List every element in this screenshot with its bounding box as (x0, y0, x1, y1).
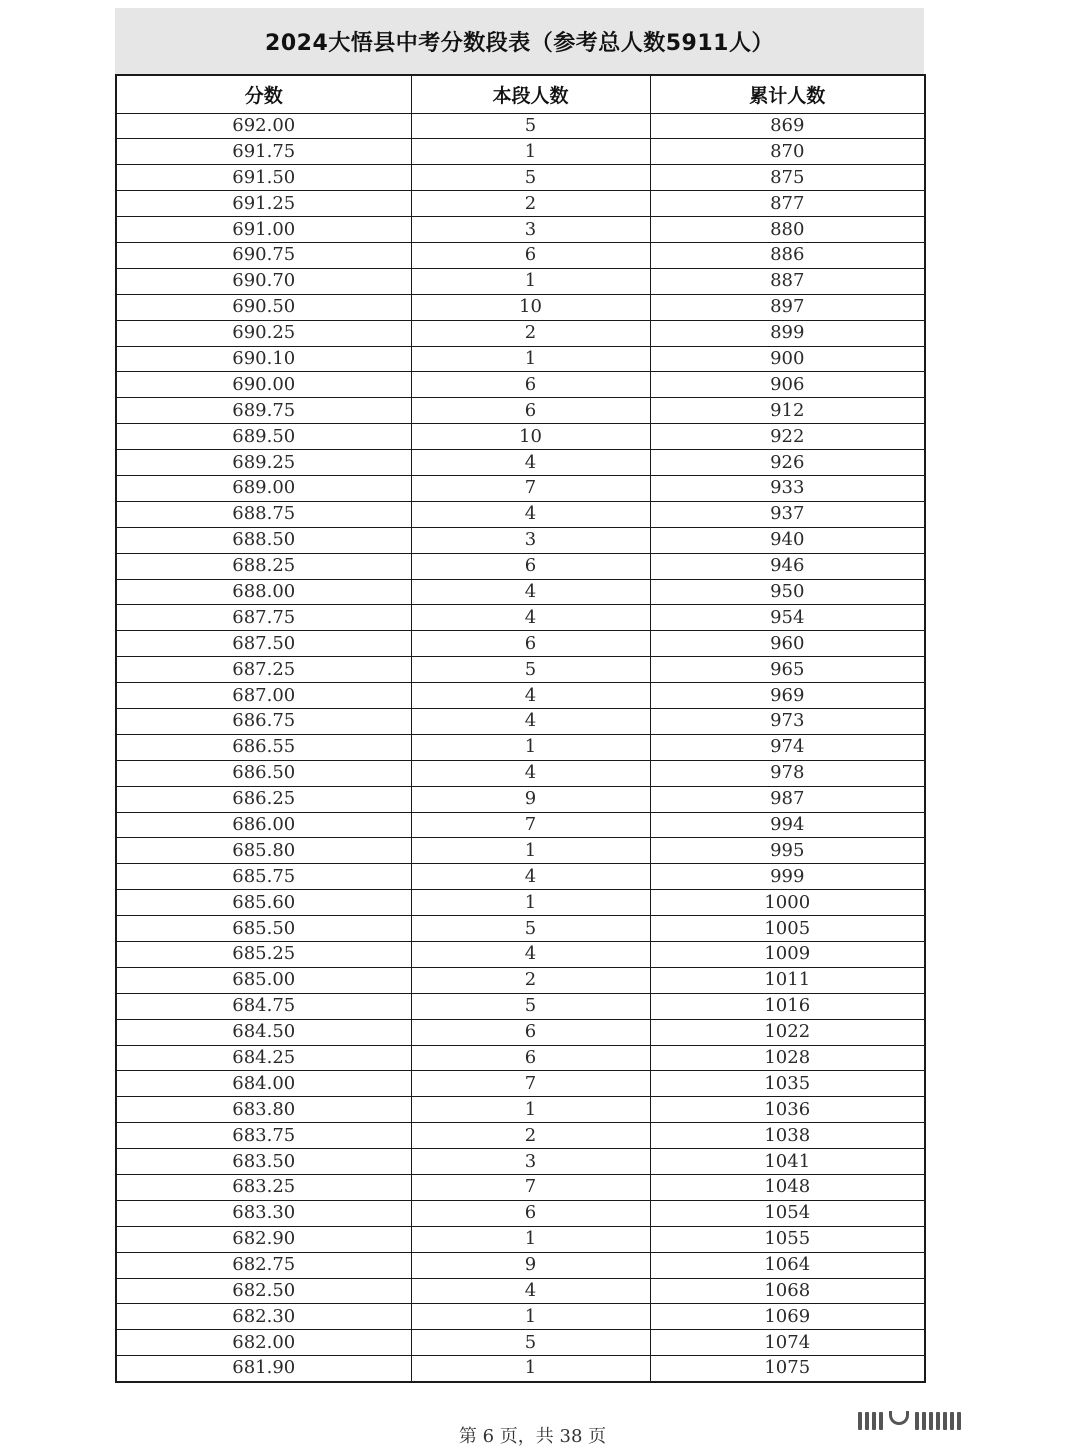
cell-cumulative-count: 1016 (650, 993, 925, 1019)
cell-cumulative-count: 900 (650, 346, 925, 372)
cell-segment-count: 1 (411, 1226, 650, 1252)
cell-segment-count: 5 (411, 113, 650, 139)
cell-score: 688.75 (116, 501, 411, 527)
table-row (116, 398, 925, 424)
cell-cumulative-count: 899 (650, 320, 925, 346)
cell-score: 682.50 (116, 1278, 411, 1304)
cell-segment-count: 6 (411, 372, 650, 398)
cell-score: 683.80 (116, 1097, 411, 1123)
cell-segment-count: 6 (411, 1019, 650, 1045)
cell-cumulative-count: 870 (650, 139, 925, 165)
cell-score: 691.25 (116, 191, 411, 217)
cell-cumulative-count: 999 (650, 864, 925, 890)
cell-score: 685.25 (116, 942, 411, 968)
cell-score: 690.00 (116, 372, 411, 398)
table-row (116, 242, 925, 268)
cell-cumulative-count: 974 (650, 734, 925, 760)
cell-segment-count: 6 (411, 553, 650, 579)
table-body (116, 113, 925, 1382)
table-row (116, 424, 925, 450)
cell-score: 685.60 (116, 890, 411, 916)
cell-score: 690.75 (116, 242, 411, 268)
cell-cumulative-count: 877 (650, 191, 925, 217)
cell-score: 683.75 (116, 1123, 411, 1149)
table-row (116, 657, 925, 683)
table-row (116, 942, 925, 968)
table-row (116, 1045, 925, 1071)
table-row (116, 450, 925, 476)
table-row (116, 734, 925, 760)
cell-cumulative-count: 978 (650, 760, 925, 786)
table-row (116, 1123, 925, 1149)
table-row (116, 1330, 925, 1356)
cell-segment-count: 1 (411, 734, 650, 760)
table-row (116, 838, 925, 864)
header-cumulative-count: 累计人数 (650, 75, 925, 113)
cell-segment-count: 2 (411, 967, 650, 993)
table-title: 2024大悟县中考分数段表（参考总人数5911人） (115, 8, 924, 74)
cell-segment-count: 10 (411, 294, 650, 320)
table-row (116, 1226, 925, 1252)
cell-score: 685.75 (116, 864, 411, 890)
cell-cumulative-count: 1064 (650, 1252, 925, 1278)
cell-segment-count: 5 (411, 1330, 650, 1356)
table-row (116, 786, 925, 812)
cell-cumulative-count: 926 (650, 450, 925, 476)
cell-cumulative-count: 954 (650, 605, 925, 631)
cell-cumulative-count: 1069 (650, 1304, 925, 1330)
table-row (116, 1071, 925, 1097)
cell-score: 690.25 (116, 320, 411, 346)
cell-cumulative-count: 960 (650, 631, 925, 657)
table-row (116, 1278, 925, 1304)
table-row (116, 631, 925, 657)
cell-segment-count: 5 (411, 165, 650, 191)
cell-segment-count: 7 (411, 1175, 650, 1201)
cell-score: 686.50 (116, 760, 411, 786)
table-row (116, 527, 925, 553)
cell-segment-count: 1 (411, 268, 650, 294)
cell-score: 684.50 (116, 1019, 411, 1045)
table-row (116, 967, 925, 993)
cell-cumulative-count: 897 (650, 294, 925, 320)
cell-cumulative-count: 1054 (650, 1200, 925, 1226)
table-row (116, 579, 925, 605)
cell-cumulative-count: 933 (650, 475, 925, 501)
table-row (116, 1019, 925, 1045)
cell-segment-count: 2 (411, 191, 650, 217)
table-row (116, 139, 925, 165)
table-row (116, 217, 925, 243)
cell-score: 689.75 (116, 398, 411, 424)
cell-segment-count: 1 (411, 346, 650, 372)
cell-cumulative-count: 1005 (650, 916, 925, 942)
table-row (116, 475, 925, 501)
table-row (116, 501, 925, 527)
cell-cumulative-count: 1074 (650, 1330, 925, 1356)
cell-segment-count: 7 (411, 812, 650, 838)
cell-score: 686.55 (116, 734, 411, 760)
table-row (116, 1356, 925, 1382)
cell-score: 688.00 (116, 579, 411, 605)
cell-segment-count: 4 (411, 760, 650, 786)
table-row (116, 346, 925, 372)
cell-score: 688.25 (116, 553, 411, 579)
cell-cumulative-count: 1022 (650, 1019, 925, 1045)
cell-score: 687.25 (116, 657, 411, 683)
cell-score: 691.75 (116, 139, 411, 165)
table-row (116, 708, 925, 734)
cell-segment-count: 4 (411, 942, 650, 968)
cell-segment-count: 9 (411, 786, 650, 812)
cell-score: 691.50 (116, 165, 411, 191)
cell-segment-count: 7 (411, 475, 650, 501)
cell-cumulative-count: 937 (650, 501, 925, 527)
cell-score: 688.50 (116, 527, 411, 553)
header-score: 分数 (116, 75, 411, 113)
cell-score: 689.50 (116, 424, 411, 450)
cell-score: 686.25 (116, 786, 411, 812)
cell-score: 682.30 (116, 1304, 411, 1330)
table-row (116, 1175, 925, 1201)
bars-left-icon (858, 1412, 883, 1430)
cell-segment-count: 1 (411, 139, 650, 165)
cell-segment-count: 7 (411, 1071, 650, 1097)
cell-cumulative-count: 1075 (650, 1356, 925, 1382)
cell-cumulative-count: 965 (650, 657, 925, 683)
cell-cumulative-count: 969 (650, 683, 925, 709)
cell-score: 683.50 (116, 1149, 411, 1175)
table-row (116, 372, 925, 398)
cell-segment-count: 2 (411, 1123, 650, 1149)
table-row (116, 760, 925, 786)
cell-segment-count: 6 (411, 1200, 650, 1226)
table-row (116, 320, 925, 346)
cell-cumulative-count: 875 (650, 165, 925, 191)
cell-score: 690.70 (116, 268, 411, 294)
cell-cumulative-count: 1011 (650, 967, 925, 993)
cell-cumulative-count: 880 (650, 217, 925, 243)
cell-cumulative-count: 1068 (650, 1278, 925, 1304)
cell-segment-count: 4 (411, 708, 650, 734)
cell-cumulative-count: 1055 (650, 1226, 925, 1252)
cell-score: 684.75 (116, 993, 411, 1019)
cell-score: 690.10 (116, 346, 411, 372)
table-row (116, 268, 925, 294)
cell-segment-count: 6 (411, 631, 650, 657)
cell-cumulative-count: 950 (650, 579, 925, 605)
table-header-row (116, 75, 925, 113)
cell-cumulative-count: 906 (650, 372, 925, 398)
cell-score: 682.00 (116, 1330, 411, 1356)
page-number: 第 6 页，共 38 页 (458, 1426, 607, 1447)
table-row (116, 683, 925, 709)
table-row (116, 916, 925, 942)
table-row (116, 294, 925, 320)
cell-segment-count: 3 (411, 1149, 650, 1175)
cell-cumulative-count: 886 (650, 242, 925, 268)
cell-segment-count: 10 (411, 424, 650, 450)
cell-cumulative-count: 887 (650, 268, 925, 294)
cell-segment-count: 1 (411, 1097, 650, 1123)
cell-segment-count: 3 (411, 217, 650, 243)
table-row (116, 113, 925, 139)
cell-score: 690.50 (116, 294, 411, 320)
cell-segment-count: 4 (411, 501, 650, 527)
table-row (116, 890, 925, 916)
cell-cumulative-count: 940 (650, 527, 925, 553)
cell-segment-count: 1 (411, 1304, 650, 1330)
cell-score: 682.75 (116, 1252, 411, 1278)
table-row (116, 553, 925, 579)
cell-segment-count: 6 (411, 1045, 650, 1071)
table-row (116, 1200, 925, 1226)
cell-cumulative-count: 1028 (650, 1045, 925, 1071)
table-row (116, 191, 925, 217)
cell-cumulative-count: 1048 (650, 1175, 925, 1201)
cell-cumulative-count: 973 (650, 708, 925, 734)
cell-cumulative-count: 1041 (650, 1149, 925, 1175)
cell-cumulative-count: 994 (650, 812, 925, 838)
score-table-container (115, 74, 924, 1383)
cell-cumulative-count: 922 (650, 424, 925, 450)
cell-segment-count: 1 (411, 890, 650, 916)
cell-score: 687.00 (116, 683, 411, 709)
cell-score: 685.00 (116, 967, 411, 993)
table-row (116, 812, 925, 838)
cell-cumulative-count: 987 (650, 786, 925, 812)
cell-segment-count: 5 (411, 916, 650, 942)
cell-score: 684.00 (116, 1071, 411, 1097)
table-row (116, 1097, 925, 1123)
header-segment-count: 本段人数 (411, 75, 650, 113)
table-row (116, 993, 925, 1019)
cell-segment-count: 4 (411, 683, 650, 709)
cell-segment-count: 5 (411, 657, 650, 683)
cell-cumulative-count: 912 (650, 398, 925, 424)
table-row (116, 1149, 925, 1175)
curl-icon (889, 1411, 909, 1425)
cell-segment-count: 9 (411, 1252, 650, 1278)
cell-score: 685.80 (116, 838, 411, 864)
cell-cumulative-count: 1009 (650, 942, 925, 968)
cell-score: 683.30 (116, 1200, 411, 1226)
cell-score: 691.00 (116, 217, 411, 243)
cell-cumulative-count: 1036 (650, 1097, 925, 1123)
table-row (116, 864, 925, 890)
image-viewer-controls-icon[interactable] (858, 1410, 961, 1432)
cell-segment-count: 4 (411, 1278, 650, 1304)
table-row (116, 605, 925, 631)
cell-segment-count: 5 (411, 993, 650, 1019)
cell-segment-count: 4 (411, 579, 650, 605)
cell-segment-count: 2 (411, 320, 650, 346)
cell-segment-count: 4 (411, 864, 650, 890)
cell-score: 684.25 (116, 1045, 411, 1071)
cell-score: 692.00 (116, 113, 411, 139)
cell-segment-count: 1 (411, 838, 650, 864)
table-row (116, 165, 925, 191)
cell-score: 682.90 (116, 1226, 411, 1252)
cell-segment-count: 4 (411, 450, 650, 476)
cell-score: 686.00 (116, 812, 411, 838)
cell-cumulative-count: 1000 (650, 890, 925, 916)
bars-right-icon (915, 1412, 961, 1430)
table-row (116, 1252, 925, 1278)
cell-cumulative-count: 946 (650, 553, 925, 579)
cell-segment-count: 6 (411, 242, 650, 268)
cell-score: 685.50 (116, 916, 411, 942)
cell-cumulative-count: 1035 (650, 1071, 925, 1097)
cell-score: 686.75 (116, 708, 411, 734)
cell-cumulative-count: 869 (650, 113, 925, 139)
cell-score: 681.90 (116, 1356, 411, 1382)
cell-segment-count: 4 (411, 605, 650, 631)
cell-score: 687.75 (116, 605, 411, 631)
cell-score: 687.50 (116, 631, 411, 657)
score-distribution-table (115, 74, 926, 1383)
cell-score: 683.25 (116, 1175, 411, 1201)
cell-cumulative-count: 995 (650, 838, 925, 864)
cell-score: 689.00 (116, 475, 411, 501)
cell-score: 689.25 (116, 450, 411, 476)
cell-segment-count: 3 (411, 527, 650, 553)
cell-cumulative-count: 1038 (650, 1123, 925, 1149)
table-row (116, 1304, 925, 1330)
cell-segment-count: 6 (411, 398, 650, 424)
cell-segment-count: 1 (411, 1356, 650, 1382)
